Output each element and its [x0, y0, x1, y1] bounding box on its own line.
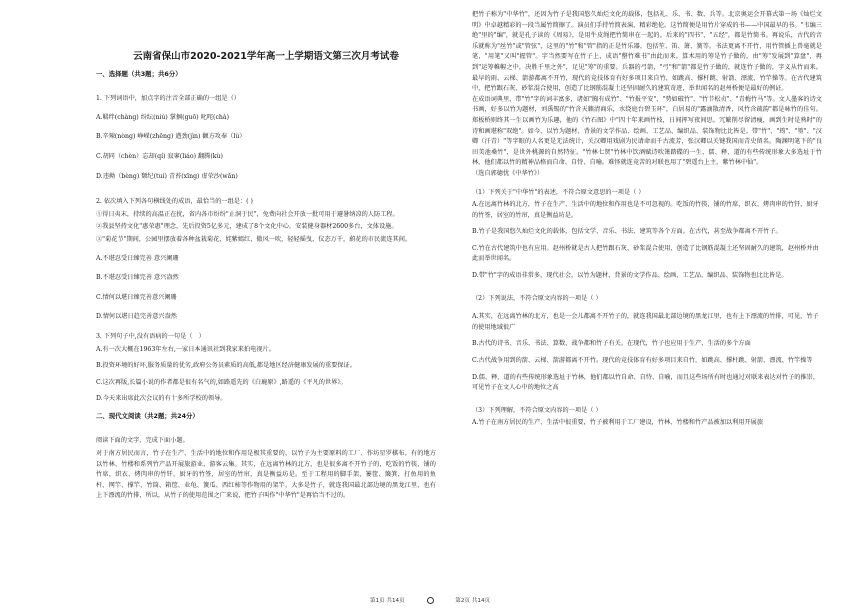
- q5-stem: （2）下列说法，不符合原文内容的一项是（ ）: [472, 294, 602, 302]
- q2-option-d: D.情何以堪日趋完善意兴盎然: [96, 313, 177, 321]
- page-footer: [0, 596, 860, 604]
- q3-option-b: B.投资环境的好坏,服务质量的优劣,政府公务员素质的高低,都是地区经济健康发展的重要保证。: [96, 362, 356, 370]
- q3-stem: 3. 下列句子中,没有语病的一句是（ ）: [96, 332, 205, 340]
- q2-line-2: ②我县坚持文化"惠荣惠"理念，先后投资5亿多元，建成了8个文化中心，安装健身器材2600多台，文体设施。: [96, 223, 398, 231]
- passage-paragraph-3: 在成语词典里，带"竹"字的词丰富多，诸如"胸有成竹"、"竹报平安"、"势如破竹"、"竹节松贞"、"青梅竹马"等。文人墨客的诗文书画，好多以竹为题材，刘禹锡的"竹含天籁清商乐，水绕庭台碧玉环"，白居易的"露滴散清香，风竹含疏韵"都是咏竹的佳句。郑板桥则终其一生以画竹为乐趣，他的《竹石图》中"四十年来画竹枝，日间挥写夜间思。冗繁削尽留清瘦，画到生时是熟时"的诗和画堪称"双绝"。如今，以竹为题材、背景的文学作品、绘画、工艺品、编织品、装饰物比比皆是。带"竹"、"筠"、"篁"、"汉卿（汗青）"等字眼的人名更是无法统计，关汉卿用戏剧为民请命而千古流芳，张汉卿以关键我国而青史留名。陶渊明笔下的"良田美池桑竹"，是世外桃源的自然特征。"竹林七贤"竹林中饮酒赋诗吹箫踏碟的一生，儒、释、道的有些传统形象大多选址于竹林，他们都以竹的精神品格而自命、自恃、自喻。难怪就连竟苦的对联也用了"碧遥台上主，紫竹林中仙"。: [472, 95, 822, 167]
- q1-option-c: C.胡同（chèn）忘却(qí) 寂寥(liáo) 翻腾(kù): [96, 152, 223, 160]
- q5-option-a: A.其实，在远离竹林的北方，也是一会儿都离不开竹子的，就连我国最北部边境的黑龙江里，也有上下漂流的竹排，可见，竹子的使用地域很广: [472, 313, 819, 331]
- section2-heading: 二、现代文阅读（共2题；共24分）: [96, 411, 199, 420]
- q2-line-1: ①得日夷末，持续的高温正在扰，省内各市纷纷"止洞于民"，免费向社会开放一批可用于避暑纳凉的人防工程。: [96, 210, 399, 218]
- q1-option-a: A.羁绊(chàng) 纷纭(niú) 掌掴(guō) 叱咤(chà): [96, 113, 229, 121]
- q5-option-d: D.儒、释、道的有些传统形象选址于竹林，他们都以竹自命、自恃、自喻，而且这些场所有时也通过对联来表达对竹子的推崇，可见竹子在文人心中的地位之高: [472, 373, 820, 392]
- q3-option-c: C.这次再版,长篇小说的作者都是很有名气的,如路遥先的《白鹿原》,路遥的《平凡的世界》。: [96, 378, 347, 386]
- q1-option-d: D.违拗（bèng) 颓纪(tuí) 青苔(xīng) 虚荣沙(wǎn): [96, 172, 238, 180]
- left-column: [96, 0, 436, 595]
- q1-option-b: B.辛辣(nòng) 峥嵘(zhēng) 遒劲(jìn) 颧方攻奉（lù）: [96, 133, 246, 141]
- q2-line-3: ③"菊花节"期间，公园里摆放着各种盆栽菊花，姹紫嫣红，傲风一吹，轻轻摇曳，仪态万千，蔚花的市民流连其间。: [96, 235, 412, 243]
- passage-source: （选自郭德忧《中华竹》）: [472, 169, 544, 177]
- q6-stem: （3）下列理解，不符合原文内容的一项是（ ）: [472, 406, 602, 414]
- section1-heading: 一、选择题（共3题；共6分）: [96, 69, 182, 78]
- page-number-right: 第2页 共14页: [455, 598, 491, 604]
- q2-option-b: B.不堪忍受日臻完善 意兴盎然: [96, 274, 179, 282]
- q1-stem: 1. 下列词语中，加点字的注音全部正确的一组是（）: [96, 95, 240, 103]
- passage-paragraph-2: 把竹子称为"中华竹"，还因为竹子是我国悠久灿烂文化的载体，包括礼、乐、书、数、兵等。北京奥运会开幕式第一场《灿烂文明》中卓越精彩的一段当属竹简擦了。演员们手持竹简表演，精彩绝伦。这竹简便是用竹片穿成的书——中国最早的书。"韦编三绝"里的"编"，就是孔子读的《周易》，是用牛皮绳把竹简串在一起的。后来的"四书"、"五经"，都是竹简书。再说乐，古代的音乐就称为"丝竹"或"管弦"，这里的"竹"和"管"指的正是竹乐器，包括笙、笛、箫、簧等。书法更离不开竹，用竹管插上兽毫就是笔，"用笔"又叫"握管"。字当然要写在竹子上，成语"罄竹难书"由此而来。算术用的筹是竹子做的，由"筹"发展到"算盘"，再到"运筹帷幄之中，决胜千里之外"，足见"筹"的重要。兵器的弓箭，"弓"和"箭"都是竹子做的，就连竹子做的，字义从竹而来。最早的雨、云梯、箭游都离不开竹，现代的竞技体育有好多项目来自竹，如跳高、撑杆跳、射箭、漂流、竹竿操等。在古代建筑中，把竹跟石灰、砂浆混合使用，创造了比钢筋混凝土还坚固耐久的建筑奇迹，举世闻名的赵州桥便是最好的例证。: [472, 11, 822, 93]
- binding-circle-icon: [427, 597, 434, 604]
- q5-option-c: C.古代战争用到的箭、云梯、箭游都离不开竹。现代的竞技体育有好多项目来自竹，如跳高、撑杆跳、射箭、漂流、竹竿操等: [472, 357, 813, 365]
- q5-option-b: B.古代的诗书、音乐、书法、算数、战争都和竹子有关。在现代，竹子也应用于生产、生活的多个方面: [472, 340, 751, 348]
- page-number-left: 第1页 共14页: [369, 598, 405, 604]
- reading-intro: 阅读下面的文字，完成下面小题。: [96, 437, 189, 445]
- q2-option-a: A.不堪忍受日臻完善 意兴阑珊: [96, 254, 179, 262]
- q3-option-a: A.有一次大概在1963年左右,一家日本通讯社到我家来拍电视片。: [96, 345, 275, 353]
- q2-option-c: C.情何以堪日臻完善意兴阑珊: [96, 293, 177, 301]
- q4-option-a: A.在远离竹林的北方，竹子在生产、生活中的地位和作用也是不可忽视的。吃饭的竹筷，铺的竹席，织衣、烤肉串的竹钎，厨牙的竹签，居室的竹帘，真是衡益坊是。: [472, 201, 819, 219]
- q2-stem: 2. 依次填入下列各句横线处的成语，最恰当的一组是：( ): [96, 198, 253, 206]
- q4-option-d: D.带"竹"字的成语非常多，现代社会，以竹为题材、背景的文学作品、绘画、工艺品、编织品、装饰物也比比皆是。: [472, 272, 788, 280]
- q3-option-d: D.今天来出席此次会议的有十多所学校的领导。: [96, 395, 227, 403]
- q4-stem: （1）下列关于"中华竹"的表述，不符合原文意思的一项是（ ）: [472, 188, 645, 196]
- q4-option-c: C.竹在古代建筑中也有应用。赵州桥就是古人把竹跟石灰、砂浆混合使用，创造了比钢筋混凝土还坚固耐久的建筑，赵州桥并由此而举世闻名。: [472, 244, 819, 263]
- q4-option-b: B.竹子是我国悠久灿烂文化的载体，包括文学、音乐、书法、建筑等各个方面。在古代，甚至战争都离不开竹子。: [472, 228, 782, 236]
- passage-paragraph-1: 对于南方居民而言，竹子在生产、生活中的地位和作用是极其重要的，以竹子为主要原料的工厂、作坊星罗棋布。有的地方以竹林、竹楼和系列竹产品开展旅游业，游客云集。其实，在远离竹林的北方，也是很多离不开竹子的，吃饭的竹筷，铺的竹席，织衣、烤肉串的竹钎，厨牙的竹签，居室的竹帘，真是衡益坊是。至于工程用的脚手架、篓筐、簸箕，打鱼用的鱼杆、网竿、撑竿，竹筒、箱筐、业龟、簧瓜、西红柿等作物用的架竿，大多是竹子，就连我国最北部边境的黑龙江里，也有上下漂流的竹排，所以，从竹子的使用范围之广来说，把竹子叫作"中华竹"是再恰当不过的。: [96, 450, 436, 500]
- right-column: [472, 0, 822, 595]
- exam-title: 云南省保山市2020-2021学年高一上学期语文第三次月考试卷: [133, 51, 399, 62]
- q6-option-a: A.竹子在南方居民的生产、生活中很重要，竹子被利用于工厂建设，竹林、竹楼和竹产品被加以利用开展旅: [472, 419, 764, 427]
